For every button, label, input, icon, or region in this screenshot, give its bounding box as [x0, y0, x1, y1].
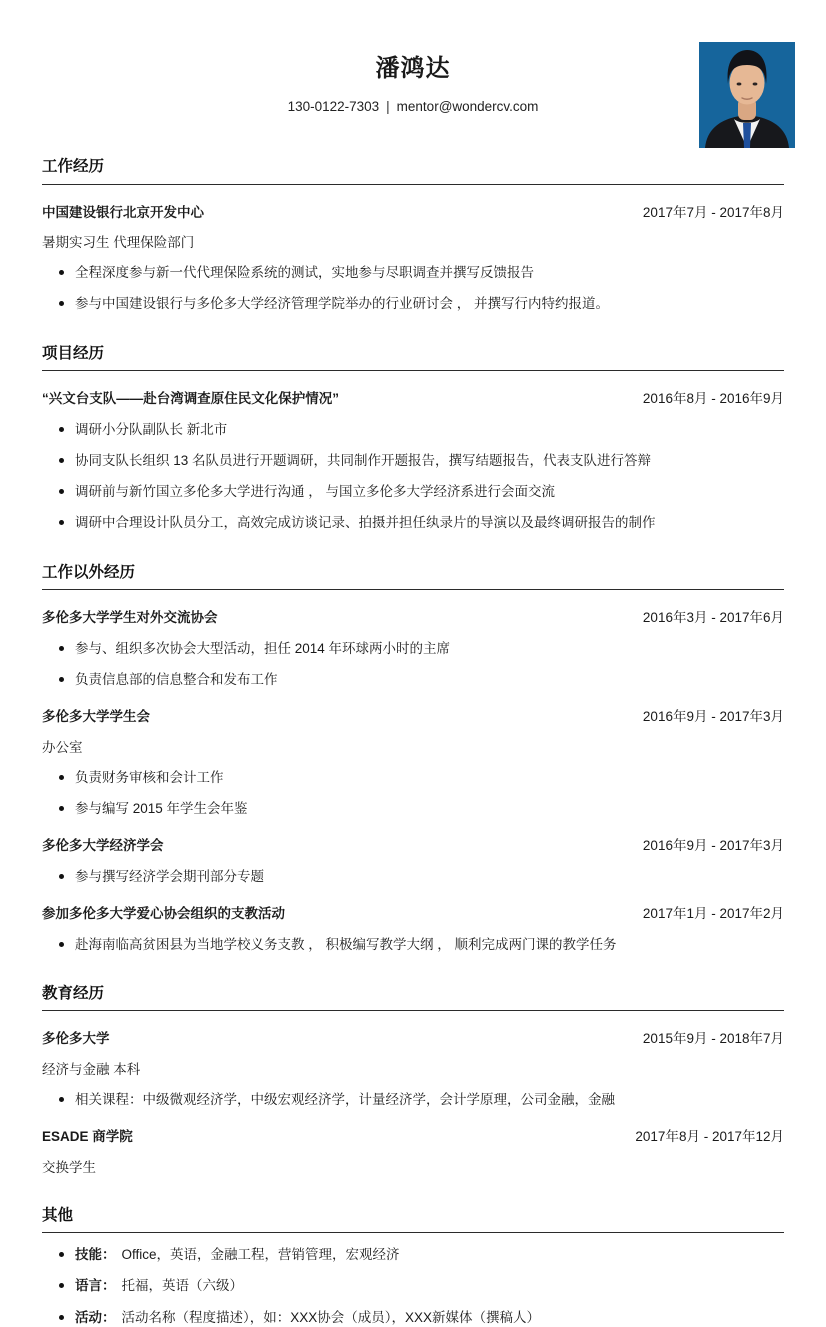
- bullet-list: [42, 1246, 784, 1327]
- entry-date: 2017年1月 - 2017年2月: [642, 906, 784, 921]
- section-title: 其他: [42, 1207, 784, 1234]
- entry-date: 2015年9月 - 2018年7月: [642, 1031, 784, 1047]
- bullet-list: [42, 936, 784, 954]
- bullet-list: [42, 640, 784, 689]
- entry-subtitle: 办公室: [42, 739, 83, 755]
- section-project-experience: [42, 345, 784, 533]
- section-title: 工作经历: [42, 158, 784, 185]
- bullet-item: 协同支队长组织 13 名队员进行开题调研，共同制作开题报告，撰写结题报告，代表支队进行答辩: [42, 452, 784, 470]
- entry-header: [42, 902, 784, 923]
- bullet-item: 调研前与新竹国立多伦多大学进行沟通 ， 与国立多伦多大学经济系进行会面交流: [42, 483, 784, 501]
- entry-date: 2016年9月 - 2017年3月: [642, 709, 784, 725]
- entry-subtitle: 暑期实习生 代理保险部门: [42, 235, 195, 251]
- entry-title: 多伦多大学: [42, 1031, 110, 1047]
- section-extracurricular-experience: [42, 564, 784, 954]
- bullet-item: 全程深度参与新一代代理保险系统的测试，实地参与尽职调查并撰写反馈报告: [42, 264, 784, 282]
- section-work-experience: [42, 158, 784, 314]
- bullet-list: [42, 868, 784, 886]
- bullet-list: [42, 421, 784, 533]
- experience-entry: [42, 606, 784, 689]
- item-text: 托福，英语（六级）: [121, 1278, 243, 1294]
- entry-title: 多伦多大学学生对外交流协会: [42, 610, 218, 626]
- entry-date: 2017年7月 - 2017年8月: [642, 204, 784, 220]
- bullet-item: 参与撰写经济学会期刊部分专题: [42, 868, 784, 886]
- entry-title: 参加多伦多大学爱心协会组织的支教活动: [42, 906, 285, 921]
- entry-header: [42, 387, 784, 408]
- entry-title: “兴文台支队——赴台湾调查原住民文化保护情况”: [42, 391, 339, 407]
- experience-entry: [42, 834, 784, 886]
- bullet-list: [42, 769, 784, 818]
- education-entry: [42, 1027, 784, 1109]
- entry-header: [42, 834, 784, 855]
- entry-date: 2016年8月 - 2016年9月: [642, 391, 784, 407]
- entry-date: 2016年9月 - 2017年3月: [642, 838, 784, 854]
- item-label: 语言：: [75, 1278, 116, 1294]
- resume-header: [42, 48, 784, 114]
- bullet-item: 参与编写 2015 年学生会年鉴: [42, 800, 784, 818]
- section-title: 工作以外经历: [42, 564, 784, 591]
- bullet-item-activities: [42, 1309, 784, 1327]
- section-other: [42, 1207, 784, 1327]
- bullet-item: 参与、组织多次协会大型活动，担任 2014 年环球两小时的主席: [42, 640, 784, 658]
- bullet-item: 调研中合理设计队员分工，高效完成访谈记录、拍摄并担任纨录片的导演以及最终调研报告的制作: [42, 514, 784, 532]
- experience-entry: [42, 902, 784, 954]
- section-title: 教育经历: [42, 985, 784, 1012]
- section-education: [42, 985, 784, 1176]
- entry-header: [42, 705, 784, 726]
- entry-header: [42, 1125, 784, 1146]
- email-address: mentor@wondercv.com: [396, 99, 539, 115]
- bullet-item: 参与中国建设银行与多伦多大学经济管理学院举办的行业研讨会 ， 并撰写行内特约报道。: [42, 295, 784, 313]
- bullet-list: [42, 1091, 784, 1109]
- bullet-item-skills: [42, 1246, 784, 1264]
- item-text: 活动名称（程度描述），如：XXX协会（成员），XXX新媒体（撰稿人）: [121, 1309, 541, 1325]
- entry-date: 2017年8月 - 2017年12月: [635, 1129, 784, 1145]
- person-name: 潘鸿达: [375, 55, 451, 82]
- entry-title: 多伦多大学学生会: [42, 709, 150, 725]
- bullet-item: 相关课程：中级微观经济学，中级宏观经济学，计量经济学，会计学原理，公司金融，金融: [42, 1091, 784, 1109]
- experience-entry: [42, 705, 784, 818]
- entry-subtitle: 交换学生: [42, 1159, 96, 1175]
- bullet-item: 调研小分队副队长 新北市: [42, 421, 784, 439]
- experience-entry: [42, 201, 784, 314]
- item-label: 技能：: [75, 1247, 116, 1263]
- phone-number: 130-0122-7303: [287, 99, 380, 115]
- entry-title: 多伦多大学经济学会: [42, 838, 164, 854]
- entry-header: [42, 1027, 784, 1048]
- section-title: 项目经历: [42, 345, 784, 372]
- experience-entry: [42, 387, 784, 532]
- entry-date: 2016年3月 - 2017年6月: [642, 610, 784, 626]
- entry-header: [42, 201, 784, 222]
- item-text: Office，英语，金融工程，营销管理，宏观经济: [121, 1247, 400, 1263]
- entry-title: ESADE 商学院: [42, 1129, 133, 1145]
- bullet-item: 赴海南临高贫困县为当地学校义务支教 ， 积极编写教学大纲 ， 顺利完成两门课的教学任务: [42, 936, 784, 954]
- entry-header: [42, 606, 784, 627]
- profile-photo: [699, 42, 795, 148]
- portrait-illustration: [699, 42, 795, 148]
- bullet-item: 负责信息部的信息整合和发布工作: [42, 671, 784, 689]
- entry-title: 中国建设银行北京开发中心: [42, 204, 204, 220]
- bullet-item: 负责财务审核和会计工作: [42, 769, 784, 787]
- education-entry: [42, 1125, 784, 1176]
- contact-separator: |: [386, 99, 390, 115]
- bullet-list: [42, 264, 784, 313]
- item-label: 活动：: [75, 1309, 116, 1325]
- entry-subtitle: 经济与金融 本科: [42, 1061, 141, 1077]
- contact-line: [42, 99, 784, 114]
- bullet-item-languages: [42, 1277, 784, 1295]
